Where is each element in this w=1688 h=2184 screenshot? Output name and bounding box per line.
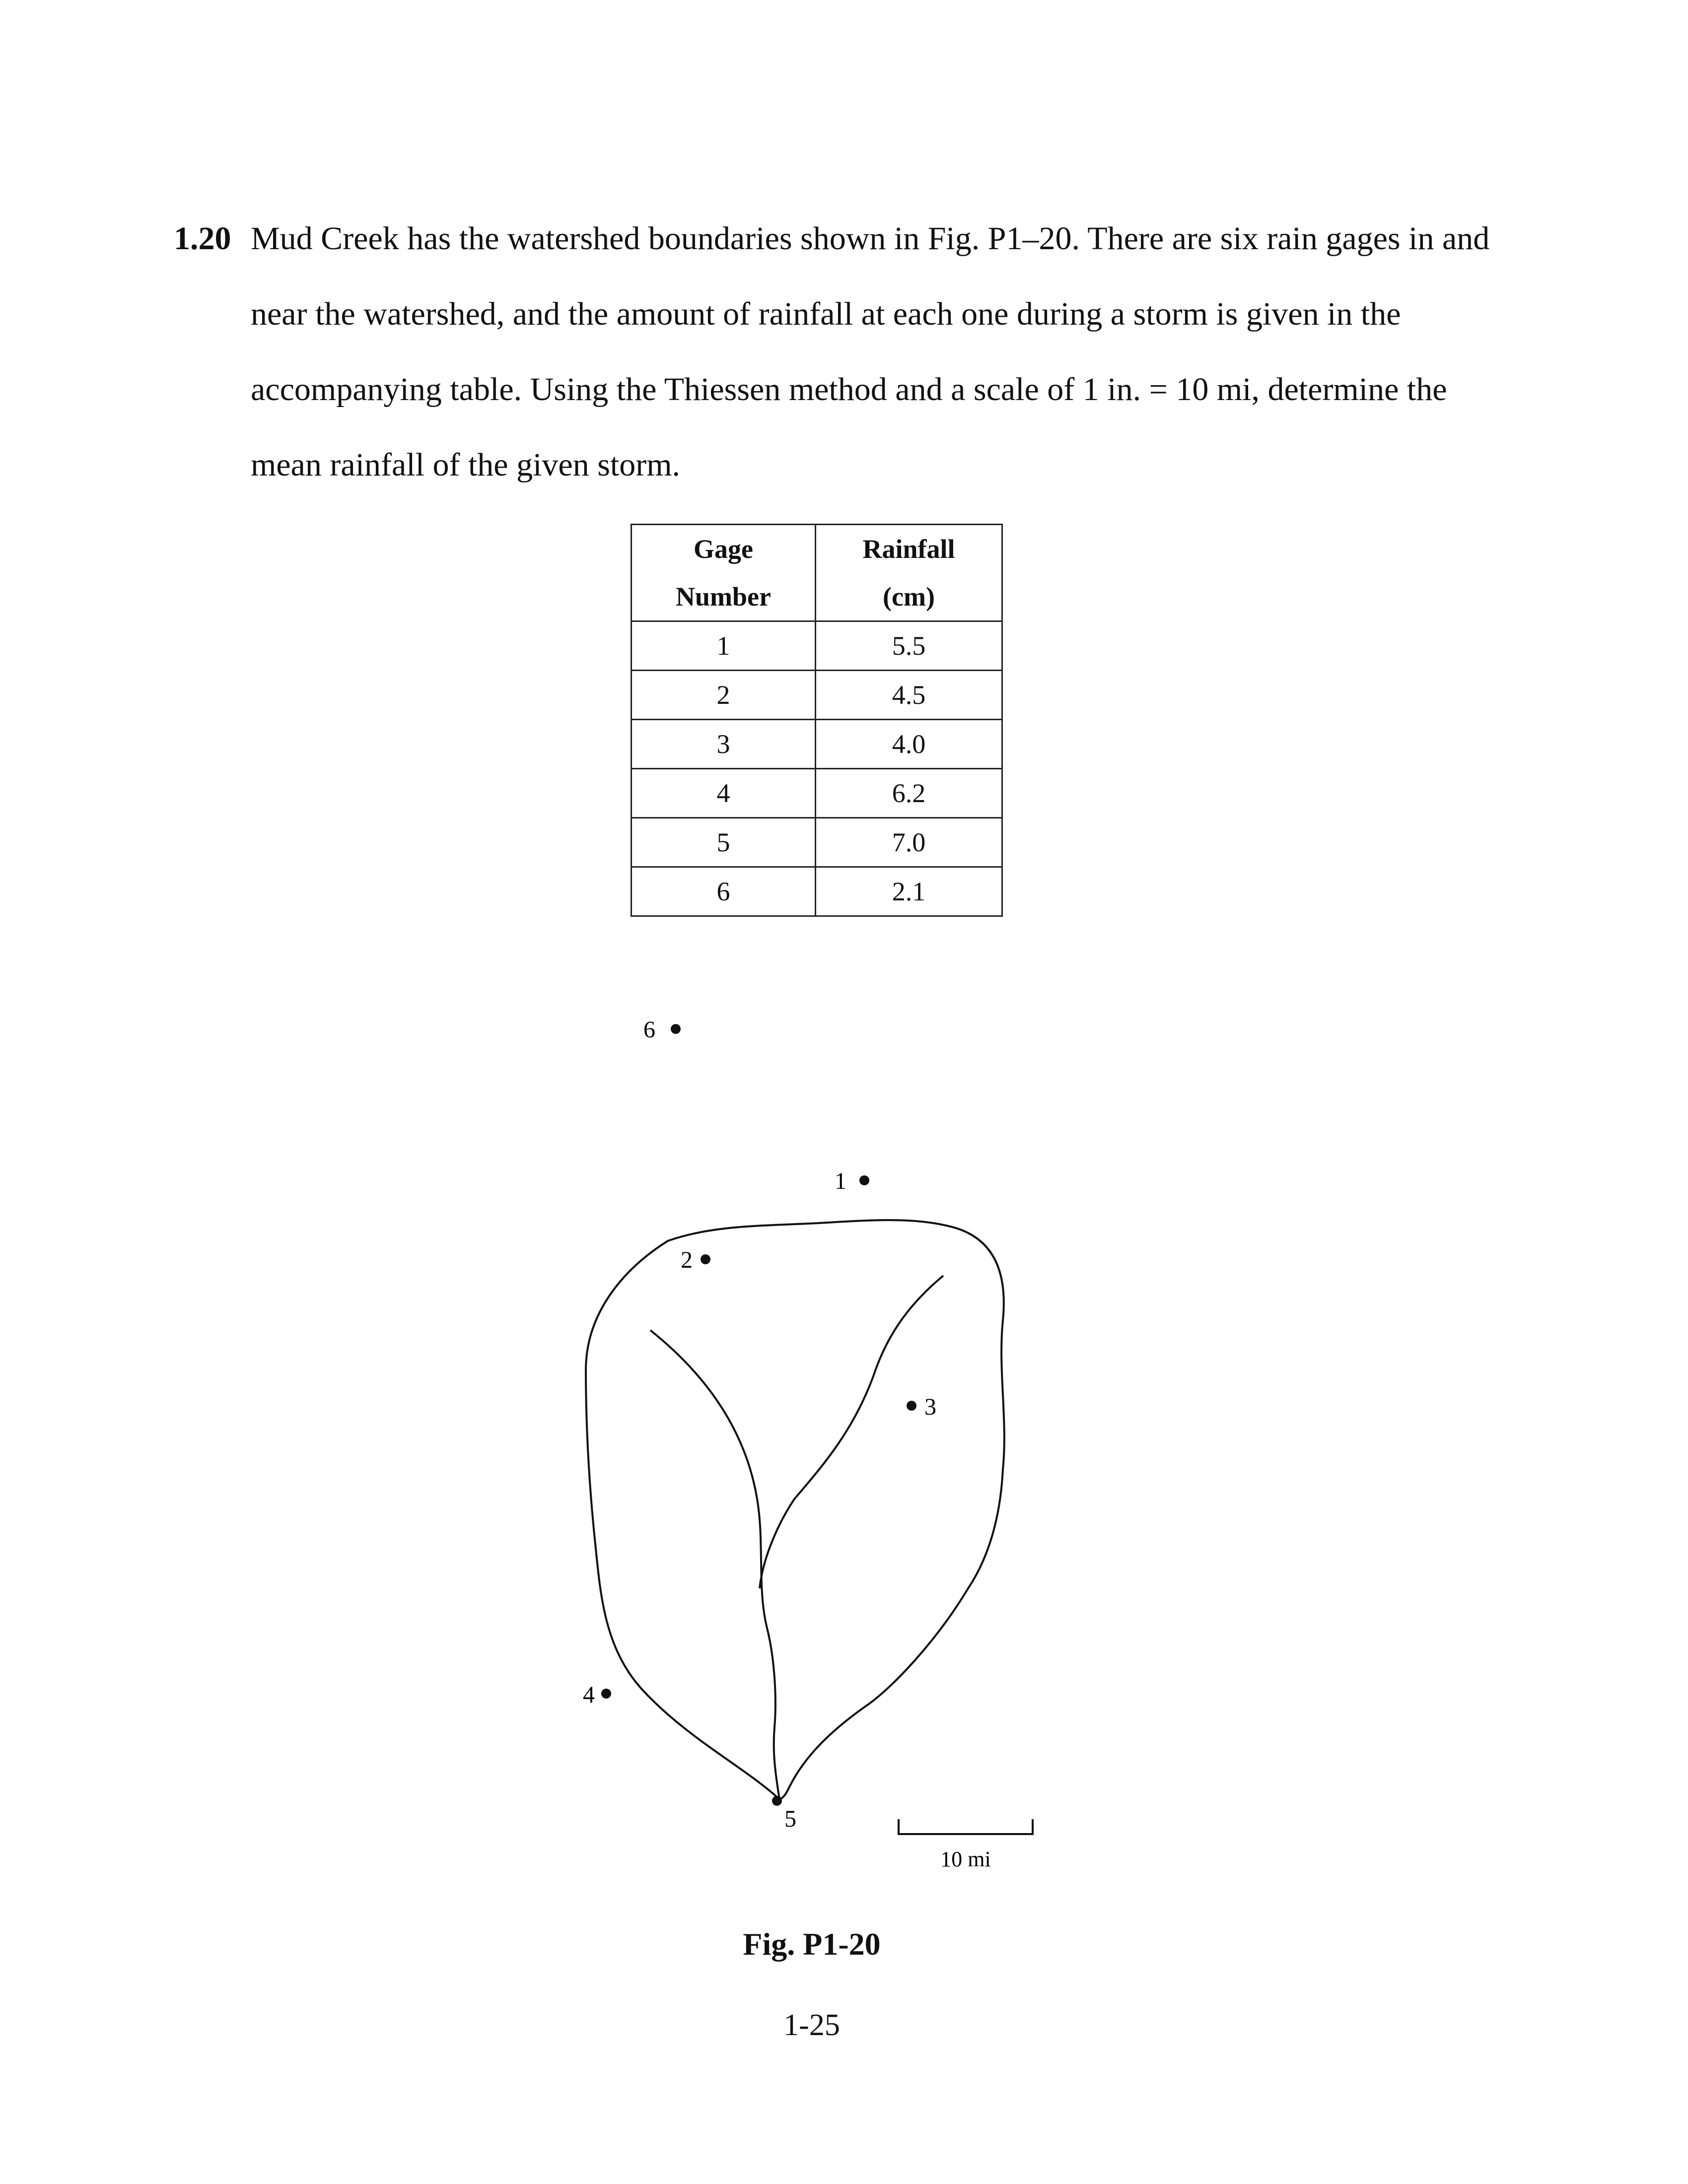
problem-text: Mud Creek has the watershed boundaries shown in Fig. P1–20. There are six rain gages in and near the watershed, and the amount of rainfall at each one during a storm is given in the accompanying table. Using the Thiessen method and a scale of 1 in. = 10 mi, determine the mean rainfall of the given storm. — [251, 220, 1490, 483]
gage-cell: 4 — [632, 769, 816, 818]
gage-cell: 1 — [632, 621, 816, 671]
gage-1-marker — [859, 1175, 869, 1185]
gage-2-label: 2 — [681, 1247, 693, 1273]
gage-5-label: 5 — [784, 1806, 796, 1832]
problem-number: 1.20 — [174, 220, 231, 257]
rainfall-cell: 2.1 — [816, 867, 1002, 916]
gage-3-marker — [907, 1401, 916, 1411]
scale-label: 10 mi — [940, 1847, 991, 1871]
watershed-boundary — [586, 1220, 1004, 1799]
rainfall-cell: 4.0 — [816, 720, 1002, 769]
right-tributary — [760, 1276, 943, 1588]
gage-cell: 5 — [632, 818, 816, 867]
gage-4-label: 4 — [583, 1682, 595, 1708]
rainfall-cell: 6.2 — [816, 769, 1002, 818]
figure-caption: Fig. P1-20 — [743, 1926, 881, 1962]
header-gage-number: Gage Number — [632, 525, 816, 621]
rainfall-cell: 5.5 — [816, 621, 1002, 671]
gage-5-marker — [772, 1796, 782, 1806]
gage-cell: 3 — [632, 720, 816, 769]
gage-2-marker — [701, 1254, 710, 1264]
gage-6-label: 6 — [643, 1017, 655, 1043]
page-number: 1-25 — [783, 2008, 840, 2042]
gage-3-label: 3 — [924, 1394, 936, 1420]
scale-bar — [899, 1819, 1033, 1834]
rainfall-cell: 7.0 — [816, 818, 1002, 867]
left-tributary — [650, 1330, 779, 1799]
gage-1-label: 1 — [835, 1168, 846, 1194]
gage-cell: 6 — [632, 867, 816, 916]
gage-cell: 2 — [632, 671, 816, 720]
header-rainfall: Rainfall (cm) — [816, 525, 1002, 621]
rainfall-cell: 4.5 — [816, 671, 1002, 720]
gage-4-marker — [601, 1689, 611, 1699]
gage-6-marker — [671, 1024, 681, 1034]
